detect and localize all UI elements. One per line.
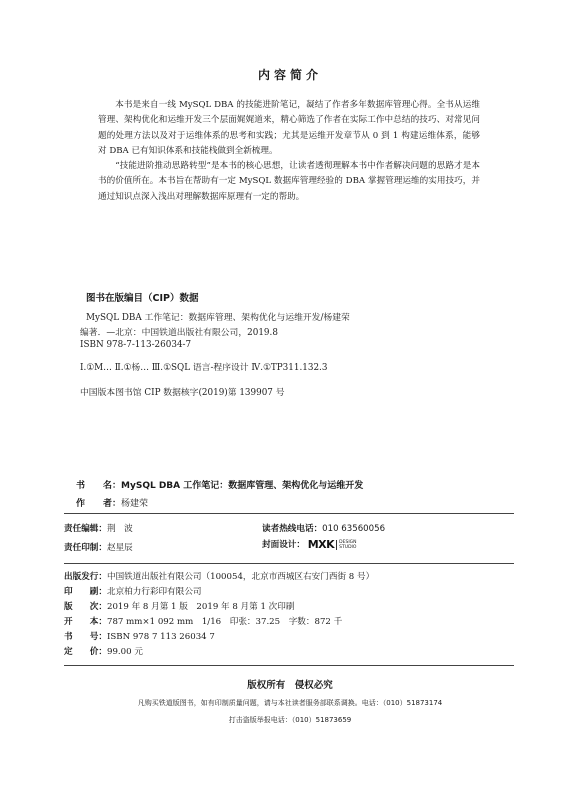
pub-value: 99.00 元	[106, 647, 143, 657]
editor-row	[64, 522, 133, 534]
print-resp-value: 赵星辰	[106, 543, 133, 553]
print-resp-label: 责任印制：	[64, 543, 107, 553]
cip-line: ISBN 978-7-113-26034-7	[80, 340, 192, 350]
logo-sub-line: STUDIO	[339, 544, 357, 550]
pub-row	[64, 570, 374, 582]
mxk-logo: MXK	[307, 538, 335, 551]
hotline-label: 读者热线电话：	[262, 524, 323, 534]
pub-value: 787 mm×1 092 mm 1/16 印张：37.25 字数：872 千	[106, 617, 343, 627]
book-author-value: 杨建荣	[121, 499, 149, 509]
pub-value: ISBN 978 7 113 26034 7	[106, 632, 215, 642]
editor-label: 责任编辑：	[64, 524, 107, 534]
book-author-row	[76, 496, 148, 509]
pub-label: 开 本：	[64, 617, 107, 627]
pub-label: 出版发行：	[64, 572, 107, 582]
book-title-row	[76, 478, 363, 491]
cip-line: Ⅰ.①M… Ⅱ.①杨… Ⅲ.①SQL 语言-程序设计 Ⅳ.①TP311.132.3	[80, 363, 328, 373]
hotline-value: 010 63560056	[322, 524, 386, 534]
book-author-label: 作 者：	[76, 499, 122, 509]
cip-heading: 图书在版编目（CIP）数据	[86, 293, 199, 304]
intro-paragraph-2: “技能进阶推动思路转型”是本书的核心思想，让读者透彻理解本书中作者解决问题的思路才是本书的价值所在。本书旨在帮助有一定 MySQL 数据库管理经验的 DBA 掌握管理运维的实用技巧，并通过知识点深入浅出对理解数据库原理有一定的帮助。	[98, 161, 480, 202]
divider	[64, 563, 514, 564]
pub-value: 中国铁道出版社有限公司（100054，北京市西城区右安门西街 8 号）	[106, 572, 375, 582]
cip-line: 编著．—北京：中国铁道出版社有限公司，2019.8	[80, 328, 278, 338]
pub-row	[64, 615, 342, 627]
pub-label: 定 价：	[64, 647, 107, 657]
cover-design-row	[262, 538, 357, 551]
intro-title: 内容简介	[257, 68, 322, 82]
editor-value: 荆 波	[106, 524, 133, 534]
mxk-logo-sub	[336, 540, 356, 550]
cover-design-label: 封面设计：	[262, 540, 305, 550]
intro-paragraph-1: 本书是来自一线 MySQL DBA 的技能进阶笔记，凝结了作者多年数据库管理心得。全书从运维管理、架构优化和运维开发三个层面娓娓道来，精心筛选了作者在实际工作中总结的技巧、对常见问题的处理方法以及对于运维体系的思考和实践；尤其是运维开发章节从 0 到 1 构建运维体系，能够对 DBA 已有知识体系和技能栈做到全新梳理。	[98, 100, 480, 156]
logo-sub-line: DESIGN	[339, 539, 357, 545]
book-title-label: 书 名：	[76, 481, 122, 491]
divider	[64, 513, 514, 514]
pub-row	[64, 630, 215, 642]
cip-line: 中国版本图书馆 CIP 数据核字(2019)第 139907 号	[80, 388, 285, 398]
pub-label: 印 刷：	[64, 587, 107, 597]
pub-label: 版 次：	[64, 602, 107, 612]
divider	[64, 665, 514, 666]
hotline-row	[262, 522, 385, 534]
print-resp-row	[64, 541, 133, 553]
pub-value: 2019 年 8 月第 1 版 2019 年 8 月第 1 次印刷	[106, 602, 295, 612]
pub-row	[64, 600, 294, 612]
pub-row	[64, 585, 202, 597]
quality-notice: 凡购买铁道版图书，如有印制质量问题，请与本社读者服务部联系调换。电话：（010）51873174	[137, 699, 443, 707]
piracy-hotline: 打击盗版举报电话：（010）51873659	[228, 716, 352, 724]
pub-value: 北京柏力行彩印有限公司	[106, 587, 202, 597]
pub-row	[64, 645, 143, 657]
book-title-value: MySQL DBA 工作笔记：数据库管理、架构优化与运维开发	[121, 481, 364, 491]
cip-line: MySQL DBA 工作笔记：数据库管理、架构优化与运维开发/杨建荣	[86, 313, 350, 323]
intro-text	[98, 98, 480, 205]
rights-notice: 版权所有 侵权必究	[247, 680, 333, 691]
pub-label: 书 号：	[64, 632, 107, 642]
